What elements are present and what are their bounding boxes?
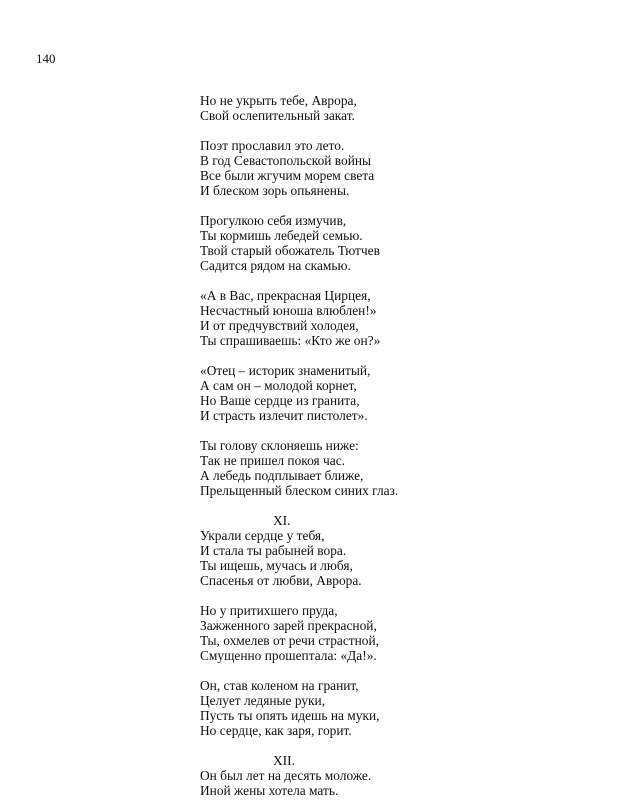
- verse-line: А сам он – молодой корнет,: [200, 378, 357, 393]
- verse-line: Он был лет на десять моложе.: [200, 768, 372, 783]
- verse-line: Но сердце, как заря, горит.: [200, 723, 352, 738]
- stanza: [200, 678, 600, 738]
- verse-line: Ты спрашиваешь: «Кто же он?»: [200, 333, 381, 348]
- verse-line: И от предчувствий холодея,: [200, 318, 359, 333]
- poem-text: [200, 93, 600, 798]
- verse-line: Украли сердце у тебя,: [200, 528, 325, 543]
- stanza-gap: [200, 273, 600, 288]
- verse-line: Свой ослепительный закат.: [200, 108, 355, 123]
- verse-line: «А в Вас, прекрасная Цирцея,: [200, 288, 371, 303]
- verse-line: И страсть излечит пистолет».: [200, 408, 368, 423]
- verse-line: Целует ледяные руки,: [200, 693, 326, 708]
- stanza: [200, 603, 600, 663]
- verse-line: Все были жгучим морем света: [200, 168, 375, 183]
- verse-line: И стала ты рабыней вора.: [200, 543, 347, 558]
- section: [200, 753, 600, 798]
- verse-line: Поэт прославил это лето.: [200, 138, 345, 153]
- stanza-gap: [200, 423, 600, 438]
- stanza: [200, 93, 600, 123]
- verse-line: В год Севастопольской войны: [200, 153, 372, 168]
- verse-line: «Отец – историк знаменитый,: [200, 363, 371, 378]
- verse-line: Ты, охмелев от речи страстной,: [200, 633, 380, 648]
- verse-line: Но у притихшего пруда,: [200, 603, 338, 618]
- stanza: [200, 288, 600, 348]
- verse-line: Ты ищешь, мучась и любя,: [200, 558, 353, 573]
- stanza: [200, 438, 600, 498]
- stanza: [200, 138, 600, 198]
- section-heading: XII.: [273, 753, 295, 768]
- stanza-gap: [200, 663, 600, 678]
- verse-line: А лебедь подплывает ближе,: [200, 468, 364, 483]
- verse-line: Он, став коленом на гранит,: [200, 678, 359, 693]
- page-number: 140: [36, 51, 56, 66]
- stanza: [200, 363, 600, 423]
- section-heading: XI.: [273, 513, 291, 528]
- verse-line: Но не укрыть тебе, Аврора,: [200, 93, 357, 108]
- stanza-gap: [200, 588, 600, 603]
- stanza-gap: [200, 738, 600, 753]
- verse-line: Пусть ты опять идешь на муки,: [200, 708, 380, 723]
- verse-line: Несчастный юноша влюблен!»: [200, 303, 377, 318]
- verse-line: Садится рядом на скамью.: [200, 258, 351, 273]
- stanza-gap: [200, 123, 600, 138]
- section: [200, 513, 600, 588]
- verse-line: Ты кормишь лебедей семью.: [200, 228, 363, 243]
- verse-line: Зажженного зарей прекрасной,: [200, 618, 377, 633]
- verse-line: Спасенья от любви, Аврора.: [200, 573, 362, 588]
- verse-line: Так не пришел покоя час.: [200, 453, 346, 468]
- verse-line: Иной жены хотела мать.: [200, 783, 339, 798]
- stanza-gap: [200, 498, 600, 513]
- verse-line: Но Ваше сердце из гранита,: [200, 393, 360, 408]
- verse-line: Прельщенный блеском синих глаз.: [200, 483, 399, 498]
- verse-line: И блеском зорь опьянены.: [200, 183, 350, 198]
- stanza-gap: [200, 348, 600, 363]
- verse-line: Твой старый обожатель Тютчев: [200, 243, 380, 258]
- verse-line: Смущенно прошептала: «Да!».: [200, 648, 377, 663]
- stanza-gap: [200, 198, 600, 213]
- verse-line: Прогулкою себя измучив,: [200, 213, 347, 228]
- verse-line: Ты голову склоняешь ниже:: [200, 438, 359, 453]
- stanza: [200, 213, 600, 273]
